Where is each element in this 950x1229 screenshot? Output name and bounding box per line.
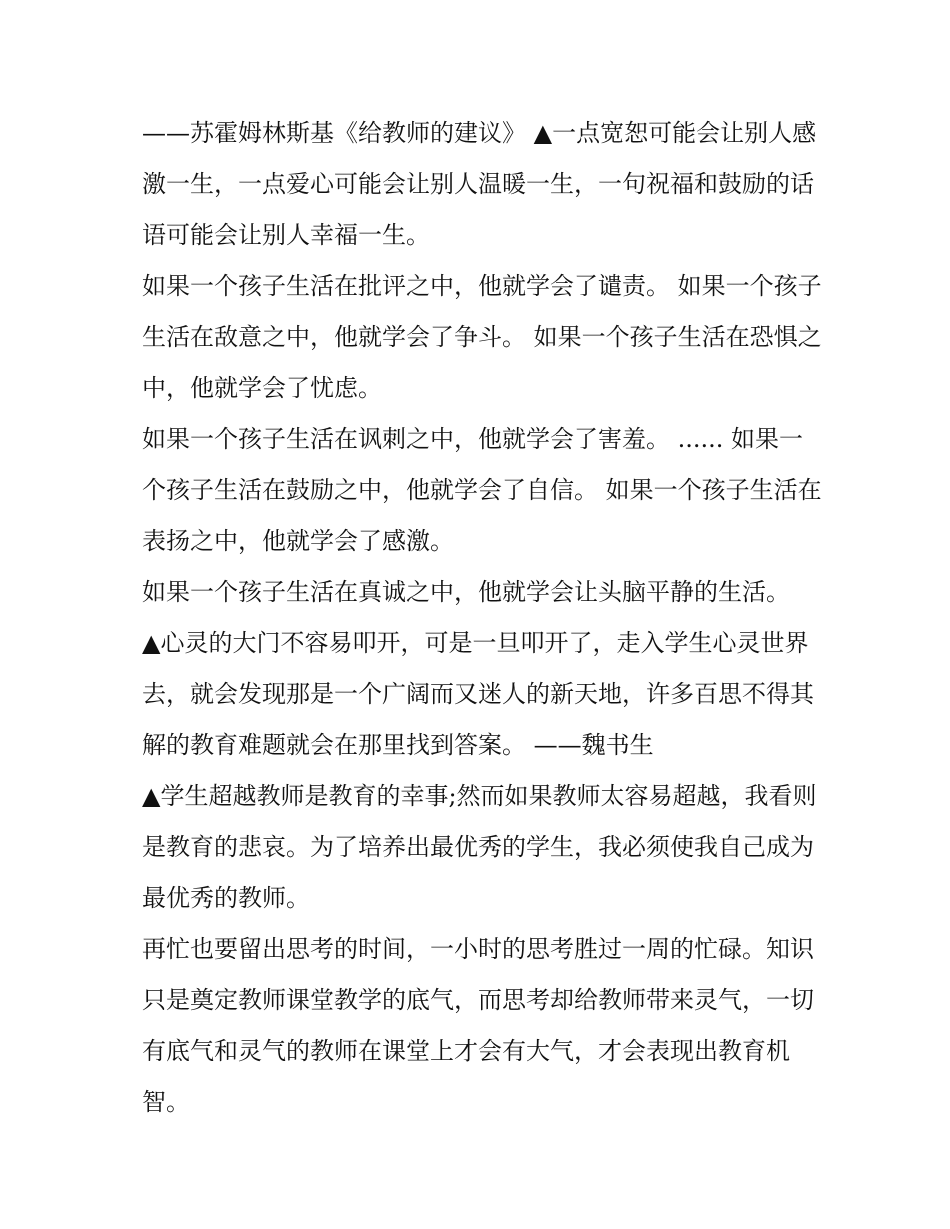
paragraph: 如果一个孩子生活在真诚之中，他就学会让头脑平静的生活。 [142,578,790,606]
paragraph: ——苏霍姆林斯基《给教师的建议》 ▲一点宽恕可能会让别人感激一生，一点爱心可能会让别人温暖一生，一句祝福和鼓励的话语可能会让别人幸福一生。 [142,119,817,249]
paragraph: ▲学生超越教师是教育的幸事;然而如果教师太容易超越，我看则是教育的悲哀。为了培养出最优秀的学生，我必须使我自己成为最优秀的教师。 [142,782,817,912]
document-body [142,108,822,1128]
paragraph: 再忙也要留出思考的时间，一小时的思考胜过一周的忙碌。知识只是奠定教师课堂教学的底气，而思考却给教师带来灵气，一切有底气和灵气的教师在课堂上才会有大气，才会表现出教育机智。 [142,935,814,1116]
paragraph: ▲心灵的大门不容易叩开，可是一旦叩开了，走入学生心灵世界去，就会发现那是一个广阔而又迷人的新天地，许多百思不得其解的教育难题就会在那里找到答案。 ——魏书生 [142,629,814,759]
paragraph: 如果一个孩子生活在批评之中，他就学会了谴责。 如果一个孩子生活在敌意之中，他就学会了争斗。 如果一个孩子生活在恐惧之中，他就学会了忧虑。 [142,272,822,402]
paragraph: 如果一个孩子生活在讽刺之中，他就学会了害羞。 ...... 如果一个孩子生活在鼓励之中，他就学会了自信。 如果一个孩子生活在表扬之中，他就学会了感激。 [142,425,822,555]
